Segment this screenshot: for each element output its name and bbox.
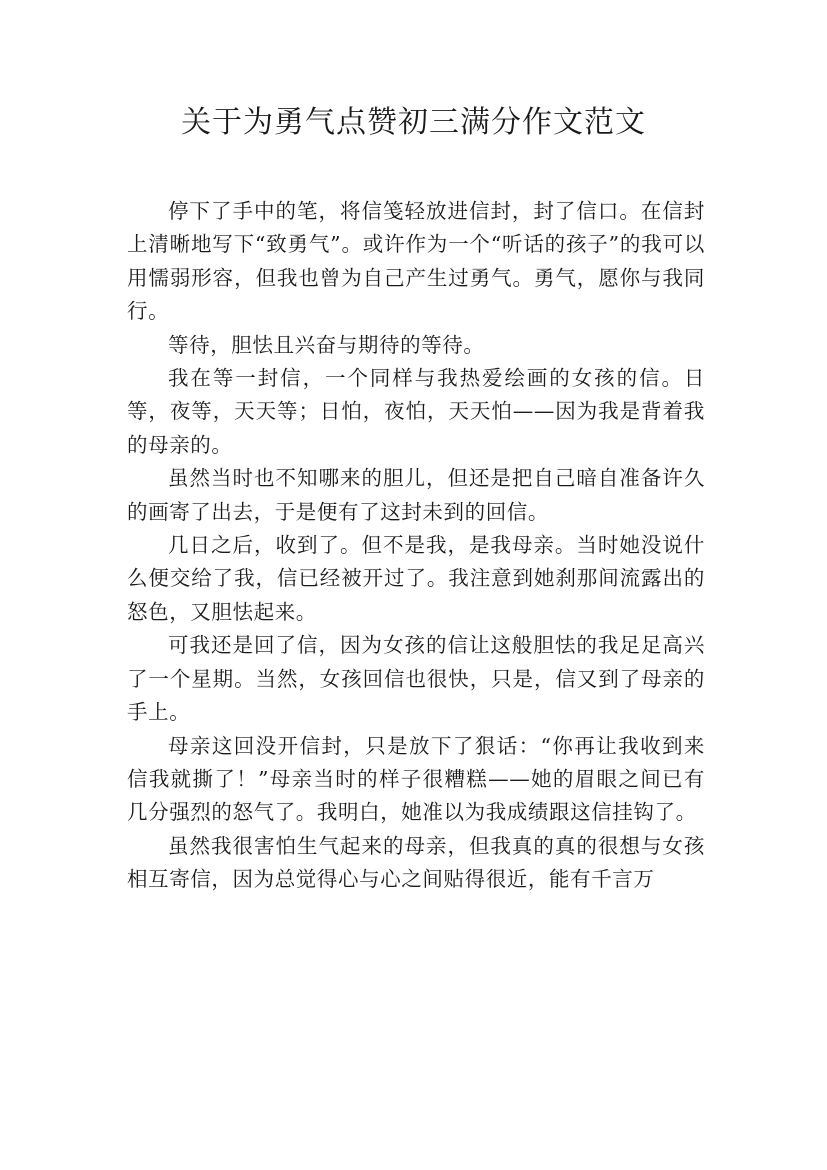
paragraph: 虽然我很害怕生气起来的母亲，但我真的真的很想与女孩相互寄信，因为总觉得心与心之间贴得很近，能有千言万 [127,833,705,892]
paragraph: 母亲这回没开信封，只是放下了狠话：“你再让我收到来信我就撕了！”母亲当时的样子很糟糕——她的眉眼之间已有几分强烈的怒气了。我明白，她准以为我成绩跟这信挂钩了。 [127,733,705,825]
paragraph: 可我还是回了信，因为女孩的信让这般胆怯的我足足高兴了一个星期。当然，女孩回信也很快，只是，信又到了母亲的手上。 [127,633,705,725]
document-title: 关于为勇气点赞初三满分作文范文 [181,105,646,140]
paragraph: 我在等一封信，一个同样与我热爱绘画的女孩的信。日等，夜等，天天等；日怕，夜怕，天天怕——因为我是背着我的母亲的。 [127,366,705,457]
paragraph: 停下了手中的笔，将信笺轻放进信封，封了信口。在信封上清晰地写下“致勇气”。或许作为一个“听话的孩子”的我可以用懦弱形容，但我也曾为自己产生过勇气。勇气，愿你与我同行。 [127,199,705,324]
paragraph: 几日之后，收到了。但不是我，是我母亲。当时她没说什么便交给了我，信已经被开过了。我注意到她刹那间流露出的怒色，又胆怯起来。 [127,533,705,624]
paragraph: 虽然当时也不知哪来的胆儿，但还是把自己暗自准备许久的画寄了出去，于是便有了这封未到的回信。 [127,466,705,524]
essay-body [127,195,705,897]
paragraph: 等待，胆怯且兴奋与期待的等待。 [168,332,485,357]
